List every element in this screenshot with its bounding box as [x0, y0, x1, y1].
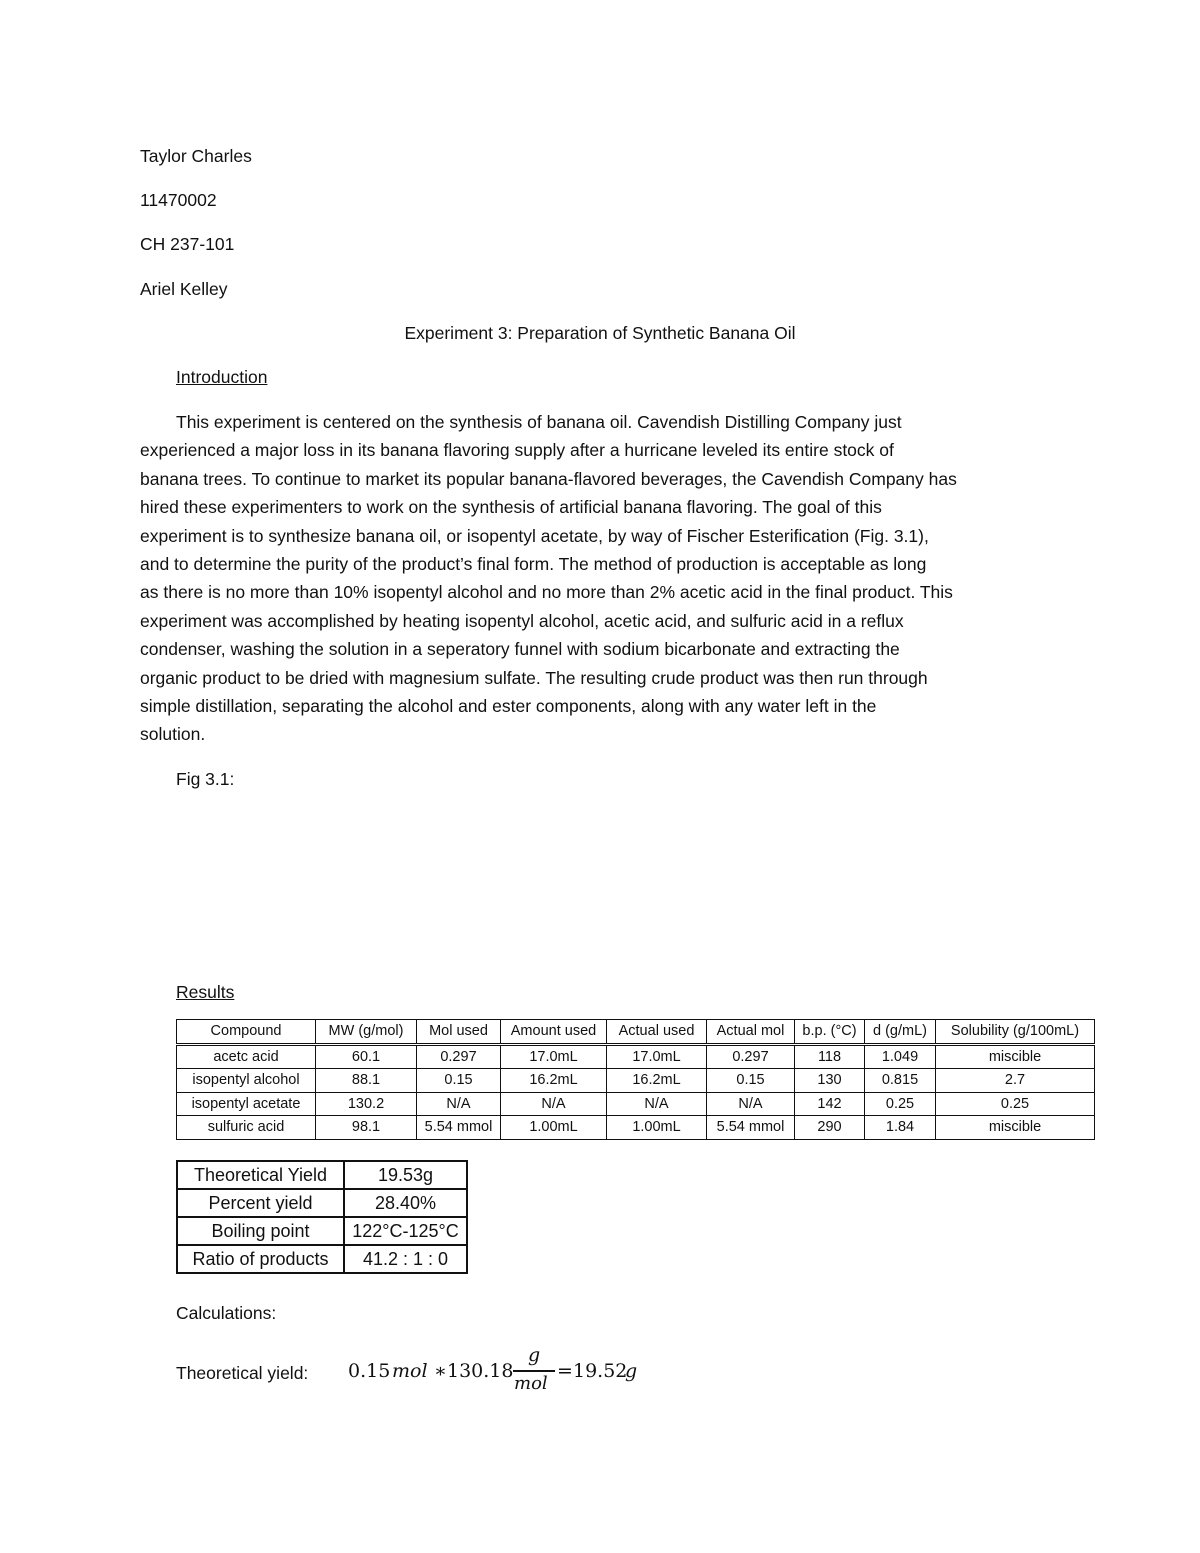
- table-cell: 142: [795, 1092, 865, 1116]
- table-cell: N/A: [607, 1092, 707, 1116]
- theoretical-yield-label: Theoretical yield:: [176, 1363, 309, 1383]
- summary-value: 41.2 : 1 : 0: [344, 1245, 467, 1273]
- summary-label: Ratio of products: [177, 1245, 344, 1273]
- paragraph-line: organic product to be dried with magnesium sulfate. The resulting crude product was then run through: [140, 667, 928, 688]
- summary-table: [176, 1160, 468, 1274]
- equation-mol-unit: mol: [392, 1360, 428, 1382]
- column-header: MW (g/mol): [316, 1020, 417, 1045]
- table-cell: isopentyl acetate: [177, 1092, 316, 1116]
- summary-value: 122°C-125°C: [344, 1217, 467, 1245]
- table-cell: N/A: [707, 1092, 795, 1116]
- equation-denominator: mol: [514, 1373, 548, 1394]
- column-header: b.p. (°C): [795, 1020, 865, 1045]
- table-cell: 5.54 mmol: [417, 1116, 501, 1140]
- instructor-name: Ariel Kelley: [140, 279, 228, 299]
- paragraph-line: hired these experimenters to work on the synthesis of artificial banana flavoring. The goal of this: [140, 497, 882, 518]
- table-cell: 5.54 mmol: [707, 1116, 795, 1140]
- table-header-row: [177, 1020, 1095, 1045]
- column-header: Solubility (g/100mL): [936, 1020, 1095, 1045]
- equation-moles: 0.15: [348, 1360, 391, 1382]
- results-table: [176, 1019, 1095, 1140]
- table-cell: N/A: [501, 1092, 607, 1116]
- table-cell: 0.25: [936, 1092, 1095, 1116]
- table-cell: 17.0mL: [607, 1044, 707, 1069]
- figure-label: Fig 3.1:: [176, 769, 235, 789]
- summary-value: 28.40%: [344, 1189, 467, 1217]
- table-cell: 1.00mL: [607, 1116, 707, 1140]
- paragraph-line: experienced a major loss in its banana flavoring supply after a hurricane leveled its entire stock of: [140, 440, 894, 461]
- column-header: Amount used: [501, 1020, 607, 1045]
- calculations-heading: Calculations:: [176, 1303, 277, 1323]
- table-cell: 1.049: [865, 1044, 936, 1069]
- summary-label: Percent yield: [177, 1189, 344, 1217]
- table-cell: 0.815: [865, 1069, 936, 1093]
- paragraph-line: This experiment is centered on the synthesis of banana oil. Cavendish Distilling Company just: [176, 412, 902, 432]
- table-cell: 0.15: [707, 1069, 795, 1093]
- table-row: [177, 1092, 1095, 1116]
- table-cell: 16.2mL: [607, 1069, 707, 1093]
- column-header: Mol used: [417, 1020, 501, 1045]
- author-name: Taylor Charles: [140, 146, 252, 166]
- equation-equals: =: [557, 1360, 573, 1382]
- table-cell: 118: [795, 1044, 865, 1069]
- table-cell: 2.7: [936, 1069, 1095, 1093]
- column-header: Actual mol: [707, 1020, 795, 1045]
- table-cell: acetc acid: [177, 1044, 316, 1069]
- table-cell: miscible: [936, 1116, 1095, 1140]
- equation-molar-mass: 130.18: [447, 1360, 514, 1382]
- table-cell: 0.297: [417, 1044, 501, 1069]
- table-cell: 17.0mL: [501, 1044, 607, 1069]
- table-cell: 0.15: [417, 1069, 501, 1093]
- column-header: Actual used: [607, 1020, 707, 1045]
- table-row: [177, 1161, 467, 1189]
- summary-label: Theoretical Yield: [177, 1161, 344, 1189]
- table-cell: 16.2mL: [501, 1069, 607, 1093]
- table-cell: sulfuric acid: [177, 1116, 316, 1140]
- paragraph-line: solution.: [140, 724, 206, 745]
- course-code: CH 237-101: [140, 234, 235, 254]
- column-header: d (g/mL): [865, 1020, 936, 1045]
- table-row: [177, 1044, 1095, 1069]
- fraction-bar: [513, 1370, 555, 1372]
- table-cell: miscible: [936, 1044, 1095, 1069]
- table-cell: 0.297: [707, 1044, 795, 1069]
- paragraph-line: banana trees. To continue to market its popular banana-flavored beverages, the Cavendish Company has: [140, 468, 957, 489]
- paragraph-line: and to determine the purity of the product’s final form. The method of production is acceptable as long: [140, 554, 927, 575]
- paragraph-line: experiment is to synthesize banana oil, or isopentyl acetate, by way of Fischer Esterification (Fig. 3.1),: [140, 525, 929, 546]
- table-cell: N/A: [417, 1092, 501, 1116]
- equation-multiply: ∗: [434, 1360, 447, 1382]
- table-cell: 1.00mL: [501, 1116, 607, 1140]
- introduction-heading: Introduction: [176, 367, 268, 387]
- summary-label: Boiling point: [177, 1217, 344, 1245]
- introduction-paragraph: [140, 408, 1070, 749]
- table-row: [177, 1189, 467, 1217]
- document-title: Experiment 3: Preparation of Synthetic Banana Oil: [404, 323, 796, 343]
- results-heading: Results: [176, 982, 235, 1002]
- paragraph-line: condenser, washing the solution in a seperatory funnel with sodium bicarbonate and extracting the: [140, 639, 900, 660]
- table-cell: 1.84: [865, 1116, 936, 1140]
- table-row: [177, 1069, 1095, 1093]
- paragraph-line: as there is no more than 10% isopentyl alcohol and no more than 2% acetic acid in the final product. This: [140, 582, 953, 603]
- table-row: [177, 1245, 467, 1273]
- paragraph-line: experiment was accomplished by heating isopentyl alcohol, acetic acid, and sulfuric acid in a reflux: [140, 610, 904, 631]
- paragraph-line: simple distillation, separating the alcohol and ester components, along with any water left in the: [140, 696, 877, 717]
- table-cell: 60.1: [316, 1044, 417, 1069]
- table-cell: 290: [795, 1116, 865, 1140]
- table-cell: 98.1: [316, 1116, 417, 1140]
- table-cell: 130: [795, 1069, 865, 1093]
- table-cell: 88.1: [316, 1069, 417, 1093]
- student-id: 11470002: [140, 190, 217, 210]
- table-row: [177, 1217, 467, 1245]
- summary-value: 19.53g: [344, 1161, 467, 1189]
- equation-result: 19.52: [573, 1360, 628, 1382]
- table-cell: 130.2: [316, 1092, 417, 1116]
- table-cell: 0.25: [865, 1092, 936, 1116]
- column-header: Compound: [177, 1020, 316, 1045]
- table-row: [177, 1116, 1095, 1140]
- equation-numerator: g: [528, 1344, 541, 1366]
- equation-result-unit: g: [625, 1360, 638, 1382]
- table-cell: isopentyl alcohol: [177, 1069, 316, 1093]
